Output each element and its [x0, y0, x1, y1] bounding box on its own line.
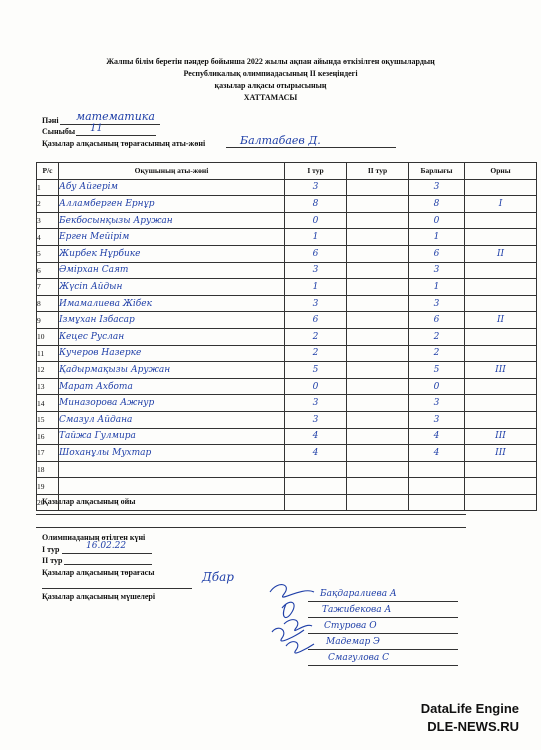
opinion-line-2	[36, 527, 466, 528]
tour2-score-cell	[347, 362, 409, 379]
table-row	[37, 312, 537, 329]
row-number-cell: 18	[37, 461, 59, 478]
total-score-cell	[409, 229, 465, 246]
place-cell	[465, 345, 537, 362]
subject-label: Пәні	[42, 116, 59, 125]
total-score-cell	[409, 295, 465, 312]
tour1-score: 3	[312, 265, 319, 276]
place: II	[496, 315, 505, 326]
watermark-line-1: DataLife Engine	[420, 701, 519, 716]
tour2-score-cell	[347, 212, 409, 229]
student-name: Абу Айгерім	[59, 182, 118, 193]
student-name-cell	[59, 229, 285, 246]
place-cell	[465, 461, 537, 478]
row-number-cell: 2	[37, 196, 59, 213]
place-cell	[465, 378, 537, 395]
place-cell	[465, 196, 537, 213]
total-score: 0	[433, 381, 440, 392]
student-name: Жирбек Нұрбике	[59, 248, 141, 259]
student-name-cell	[59, 328, 285, 345]
table-row	[37, 262, 537, 279]
tour1-score-cell	[285, 345, 347, 362]
table-row	[37, 279, 537, 296]
tour1-score: 3	[312, 414, 319, 425]
place-cell	[465, 279, 537, 296]
tour1-date: 16.02.22	[86, 541, 127, 551]
table-row	[37, 445, 537, 462]
grade-underline	[76, 135, 156, 136]
tour1-score-cell	[285, 196, 347, 213]
total-score: 1	[433, 281, 440, 292]
member-name: Стурова О	[324, 621, 377, 631]
row-number-cell: 12	[37, 362, 59, 379]
place-cell	[465, 411, 537, 428]
total-score-cell	[409, 362, 465, 379]
student-name: Шоханұлы Мухтар	[59, 447, 152, 458]
chair-sign-label: Қазылар алқасының төрағасы	[42, 568, 155, 577]
place-cell	[465, 312, 537, 329]
row-number-cell: 19	[37, 478, 59, 495]
student-name-cell	[59, 378, 285, 395]
row-number-cell: 10	[37, 328, 59, 345]
tour1-score: 3	[312, 182, 319, 193]
table-row	[37, 395, 537, 412]
header-title: ХАТТАМАСЫ	[243, 93, 298, 102]
tour2-score-cell	[347, 345, 409, 362]
place-cell	[465, 295, 537, 312]
tour1-score-cell	[285, 445, 347, 462]
tour1-score-cell	[285, 362, 347, 379]
member-underline	[308, 665, 458, 666]
table-row	[37, 478, 537, 495]
tour1-score: 2	[312, 331, 319, 342]
student-name: Алламберген Ернұр	[59, 198, 155, 209]
tour1-score-cell	[285, 494, 347, 511]
tour2-label: ІІ тур	[42, 556, 63, 565]
tour2-score-cell	[347, 179, 409, 196]
student-name: Қадырмақызы Аружан	[59, 364, 171, 375]
member-name: Тажибекова А	[322, 605, 392, 615]
member-underline	[308, 633, 458, 634]
tour1-score: 5	[312, 364, 319, 375]
total-score-cell	[409, 345, 465, 362]
total-score: 3	[433, 398, 440, 409]
total-score-cell	[409, 411, 465, 428]
table-row	[37, 362, 537, 379]
place-cell	[465, 494, 537, 511]
total-score-cell	[409, 478, 465, 495]
row-number-cell: 9	[37, 312, 59, 329]
tour1-score-cell	[285, 245, 347, 262]
chair-signature: Дбар	[202, 570, 234, 584]
member-underline	[308, 649, 458, 650]
total-score-cell	[409, 279, 465, 296]
tour1-score: 4	[312, 431, 319, 442]
student-name: Имамалиева Жібек	[59, 298, 153, 309]
table-row	[37, 378, 537, 395]
tour2-score-cell	[347, 229, 409, 246]
student-name: Тайжа Гулмира	[59, 431, 136, 442]
row-number-cell: 16	[37, 428, 59, 445]
chair-underline	[226, 147, 396, 148]
tour2-score-cell	[347, 378, 409, 395]
student-name-cell	[59, 245, 285, 262]
tour2-underline	[64, 564, 152, 565]
total-score: 0	[433, 215, 440, 226]
total-score: 3	[433, 414, 440, 425]
tour1-label: І тур	[42, 545, 60, 554]
table-row	[37, 328, 537, 345]
tour2-score-cell	[347, 445, 409, 462]
table-header-row	[37, 163, 537, 180]
tour1-score: 3	[312, 398, 319, 409]
member-underline	[308, 617, 458, 618]
table-row	[37, 196, 537, 213]
student-name: Кучеров Назерке	[59, 348, 142, 359]
tour1-score: 8	[312, 198, 319, 209]
student-name: Бекбосынқызы Аружан	[59, 215, 173, 226]
student-name: Смазул Айдана	[59, 414, 133, 425]
total-score-cell	[409, 461, 465, 478]
place: III	[495, 447, 506, 458]
opinion-line-1	[36, 514, 466, 515]
total-score: 8	[433, 198, 440, 209]
total-score: 1	[433, 232, 440, 243]
tour1-score-cell	[285, 179, 347, 196]
place-cell	[465, 212, 537, 229]
total-score: 2	[433, 348, 440, 359]
place-cell	[465, 478, 537, 495]
total-score: 3	[433, 182, 440, 193]
tour2-score-cell	[347, 395, 409, 412]
student-name-cell	[59, 345, 285, 362]
tour2-score-cell	[347, 494, 409, 511]
tour1-score-cell	[285, 262, 347, 279]
col-header-tour2: ІІ тур	[347, 163, 409, 180]
dates-label: Олимпиаданың өтілген күні	[42, 533, 146, 542]
student-name: Жүсіп Айдын	[59, 281, 123, 292]
tour2-score-cell	[347, 461, 409, 478]
chair-value: Балтабаев Д.	[240, 134, 321, 147]
total-score-cell	[409, 494, 465, 511]
tour1-score-cell	[285, 478, 347, 495]
subject-value: математика	[76, 110, 155, 123]
table-row	[37, 212, 537, 229]
grade-label: Сыныбы	[42, 127, 76, 136]
row-number-cell: 15	[37, 411, 59, 428]
tour1-score: 0	[312, 381, 319, 392]
table-row	[37, 229, 537, 246]
row-number-cell: 13	[37, 378, 59, 395]
row-number-cell: 7	[37, 279, 59, 296]
row-number-cell: 3	[37, 212, 59, 229]
student-name-cell	[59, 312, 285, 329]
member-underline	[308, 601, 458, 602]
header-line-3: қазылар алқасы отырысының	[214, 81, 327, 90]
row-number-cell: 8	[37, 295, 59, 312]
tour1-score-cell	[285, 395, 347, 412]
row-number-cell: 6	[37, 262, 59, 279]
col-header-total: Барлығы	[409, 163, 465, 180]
tour2-score-cell	[347, 262, 409, 279]
header-line-1: Жалпы білім беретін пәндер бойынша 2022 жылы ақпан айында өткізілген оқушылардың	[106, 57, 435, 66]
total-score-cell	[409, 179, 465, 196]
total-score: 2	[433, 331, 440, 342]
total-score-cell	[409, 312, 465, 329]
tour1-score-cell	[285, 312, 347, 329]
tour1-score: 0	[312, 215, 319, 226]
total-score: 5	[433, 364, 440, 375]
header-line-2: Республикалық олимпиадасының ІІ кезеңіндегі	[183, 69, 358, 78]
row-number-cell: 11	[37, 345, 59, 362]
student-name-cell	[59, 212, 285, 229]
members-label: Қазылар алқасының мүшелері	[42, 592, 156, 601]
total-score-cell	[409, 378, 465, 395]
place: II	[496, 248, 505, 259]
tour1-score-cell	[285, 411, 347, 428]
table-row	[37, 295, 537, 312]
place-cell	[465, 262, 537, 279]
place-cell	[465, 428, 537, 445]
total-score-cell	[409, 428, 465, 445]
tour1-score-cell	[285, 229, 347, 246]
grade-value: 11	[90, 123, 103, 134]
member-name: Смагулова С	[328, 653, 389, 663]
total-score: 3	[433, 298, 440, 309]
tour2-score-cell	[347, 312, 409, 329]
table-row	[37, 345, 537, 362]
member-name: Мадемар Э	[326, 637, 380, 647]
total-score: 6	[433, 248, 440, 259]
row-number-cell: 1	[37, 179, 59, 196]
student-name-cell	[59, 428, 285, 445]
results-table	[36, 162, 537, 511]
tour1-score: 6	[312, 315, 319, 326]
tour1-score-cell	[285, 428, 347, 445]
total-score: 4	[433, 431, 440, 442]
total-score-cell	[409, 212, 465, 229]
tour2-score-cell	[347, 295, 409, 312]
chair-label: Қазылар алқасының төрағасының аты-жөні	[42, 139, 206, 148]
tour1-score: 3	[312, 298, 319, 309]
student-name-cell	[59, 478, 285, 495]
table-row	[37, 461, 537, 478]
chair-sign-underline	[42, 588, 192, 589]
place-cell	[465, 245, 537, 262]
table-row	[37, 179, 537, 196]
row-number-cell: 17	[37, 445, 59, 462]
tour1-score: 6	[312, 248, 319, 259]
place-cell	[465, 362, 537, 379]
student-name-cell	[59, 411, 285, 428]
total-score-cell	[409, 445, 465, 462]
student-name: Марат Ахбота	[59, 381, 133, 392]
row-number-cell: 20	[37, 494, 59, 511]
tour1-score-cell	[285, 328, 347, 345]
student-name-cell	[59, 295, 285, 312]
total-score-cell	[409, 328, 465, 345]
place: III	[495, 364, 506, 375]
total-score-cell	[409, 196, 465, 213]
student-name-cell	[59, 461, 285, 478]
place-cell	[465, 179, 537, 196]
tour2-score-cell	[347, 196, 409, 213]
tour1-score: 4	[312, 447, 319, 458]
place-cell	[465, 445, 537, 462]
total-score: 4	[433, 447, 440, 458]
student-name: Ізмұхан Ізбасар	[59, 315, 135, 326]
place-cell	[465, 395, 537, 412]
place: I	[498, 198, 503, 209]
tour1-score: 2	[312, 348, 319, 359]
member-name: Бақдаралиева А	[320, 589, 397, 599]
total-score: 6	[433, 315, 440, 326]
total-score-cell	[409, 262, 465, 279]
tour2-score-cell	[347, 328, 409, 345]
table-row	[37, 411, 537, 428]
tour1-score: 1	[312, 232, 319, 243]
tour2-score-cell	[347, 245, 409, 262]
tour1-score-cell	[285, 212, 347, 229]
row-number-cell: 14	[37, 395, 59, 412]
opinion-label: Қазылар алқасының ойы	[42, 497, 136, 506]
tour1-score-cell	[285, 461, 347, 478]
student-name-cell	[59, 179, 285, 196]
student-name: Ерген Мейірім	[59, 232, 130, 243]
col-header-number: Р/с	[37, 163, 59, 180]
row-number-cell: 4	[37, 229, 59, 246]
place-cell	[465, 229, 537, 246]
total-score-cell	[409, 245, 465, 262]
place-cell	[465, 328, 537, 345]
watermark-line-2: DLE-NEWS.RU	[427, 719, 519, 734]
total-score: 3	[433, 265, 440, 276]
subject-underline	[60, 124, 160, 125]
student-name-cell	[59, 196, 285, 213]
col-header-place: Орны	[465, 163, 537, 180]
col-header-tour1: І тур	[285, 163, 347, 180]
student-name: Кецес Руслан	[59, 331, 125, 342]
table-row	[37, 245, 537, 262]
row-number-cell: 5	[37, 245, 59, 262]
student-name: Әмірхан Саят	[59, 265, 129, 276]
tour2-score-cell	[347, 279, 409, 296]
table-row	[37, 428, 537, 445]
student-name: Миназорова Ажнур	[59, 398, 155, 409]
student-name-cell	[59, 362, 285, 379]
student-name-cell	[59, 262, 285, 279]
tour2-score-cell	[347, 428, 409, 445]
tour1-score-cell	[285, 378, 347, 395]
tour1-score: 1	[312, 281, 319, 292]
tour1-score-cell	[285, 279, 347, 296]
total-score-cell	[409, 395, 465, 412]
student-name-cell	[59, 279, 285, 296]
col-header-name: Оқушының аты-жөні	[59, 163, 285, 180]
tour1-score-cell	[285, 295, 347, 312]
tour2-score-cell	[347, 411, 409, 428]
tour1-underline	[62, 553, 152, 554]
student-name-cell	[59, 445, 285, 462]
place: III	[495, 431, 506, 442]
student-name-cell	[59, 395, 285, 412]
tour2-score-cell	[347, 478, 409, 495]
